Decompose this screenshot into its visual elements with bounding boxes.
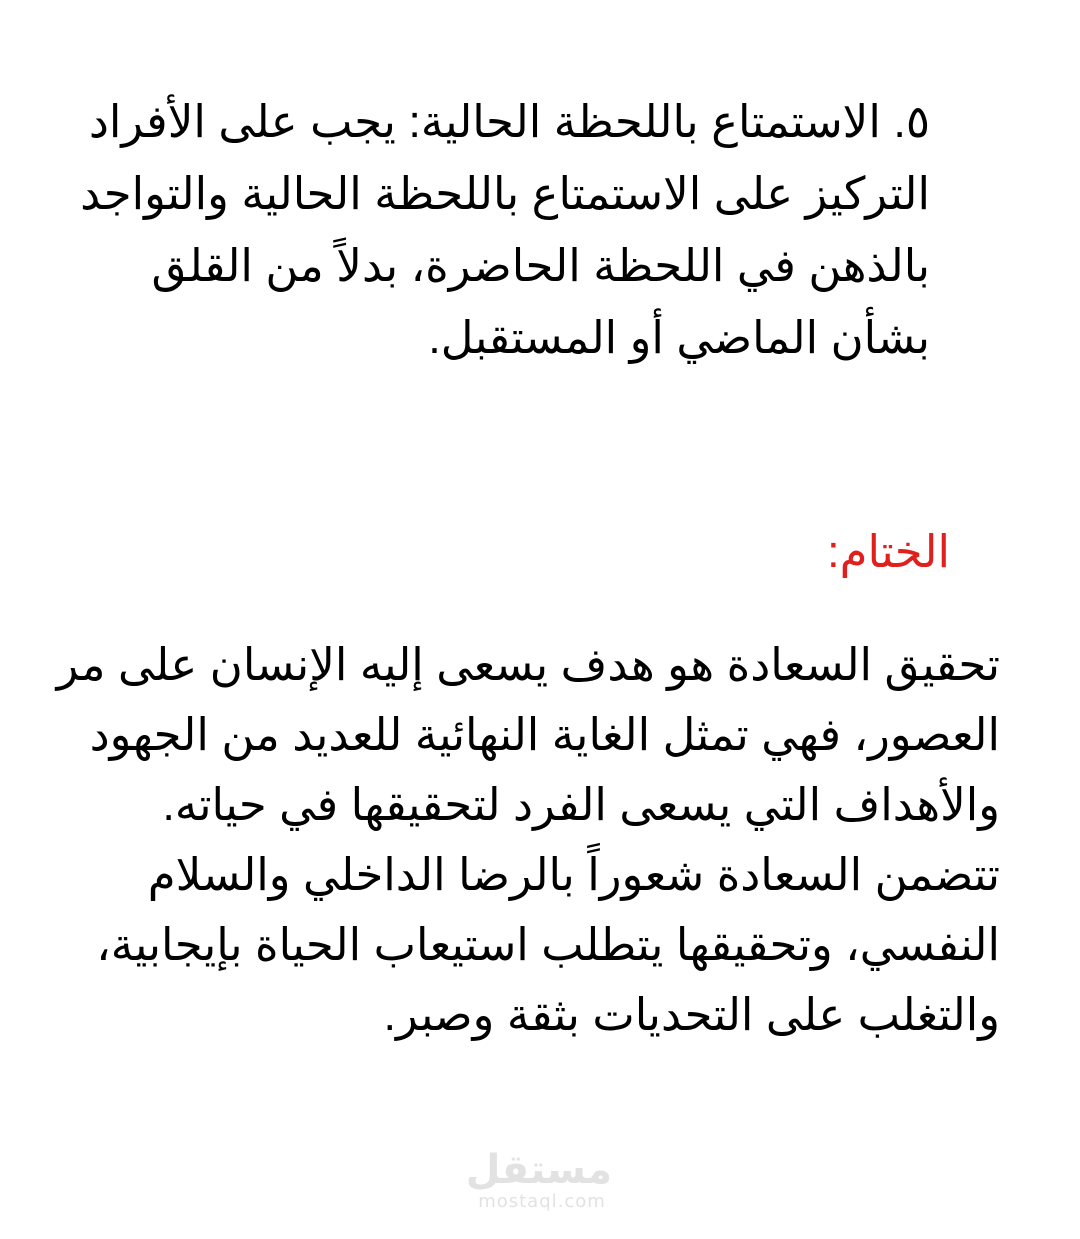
watermark-latin-text: mostaql.com	[478, 1191, 606, 1212]
paragraph-line: العصور، فهي تمثل الغاية النهائية للعديد من الجهود	[89, 709, 1000, 760]
paragraph-line: التركيز على الاستمتاع باللحظة الحالية والتواجد	[80, 168, 930, 219]
paragraph-line: بالذهن في اللحظة الحاضرة، بدلاً من القلق	[151, 240, 930, 291]
paragraph-line: والأهداف التي يسعى الفرد لتحقيقها في حياته.	[162, 779, 1000, 830]
mostaql-watermark	[465, 1147, 612, 1212]
conclusion-heading: الختام:	[827, 526, 950, 577]
paragraph-line: النفسي، وتحقيقها يتطلب استيعاب الحياة بإيجابية،	[96, 919, 1000, 970]
conclusion-paragraph	[57, 630, 1000, 1050]
paragraph-line: بشأن الماضي أو المستقبل.	[428, 312, 930, 363]
list-item-5	[80, 86, 930, 374]
paragraph-line: والتغلب على التحديات بثقة وصبر.	[383, 989, 1000, 1040]
paragraph-line: تتضمن السعادة شعوراً بالرضا الداخلي والسلام	[147, 849, 1000, 900]
watermark-arabic-text: مستقل	[465, 1147, 612, 1193]
paragraph-line: ٥. الاستمتاع باللحظة الحالية: يجب على الأفراد	[88, 96, 930, 147]
paragraph-line: تحقيق السعادة هو هدف يسعى إليه الإنسان على مر	[56, 639, 1000, 690]
